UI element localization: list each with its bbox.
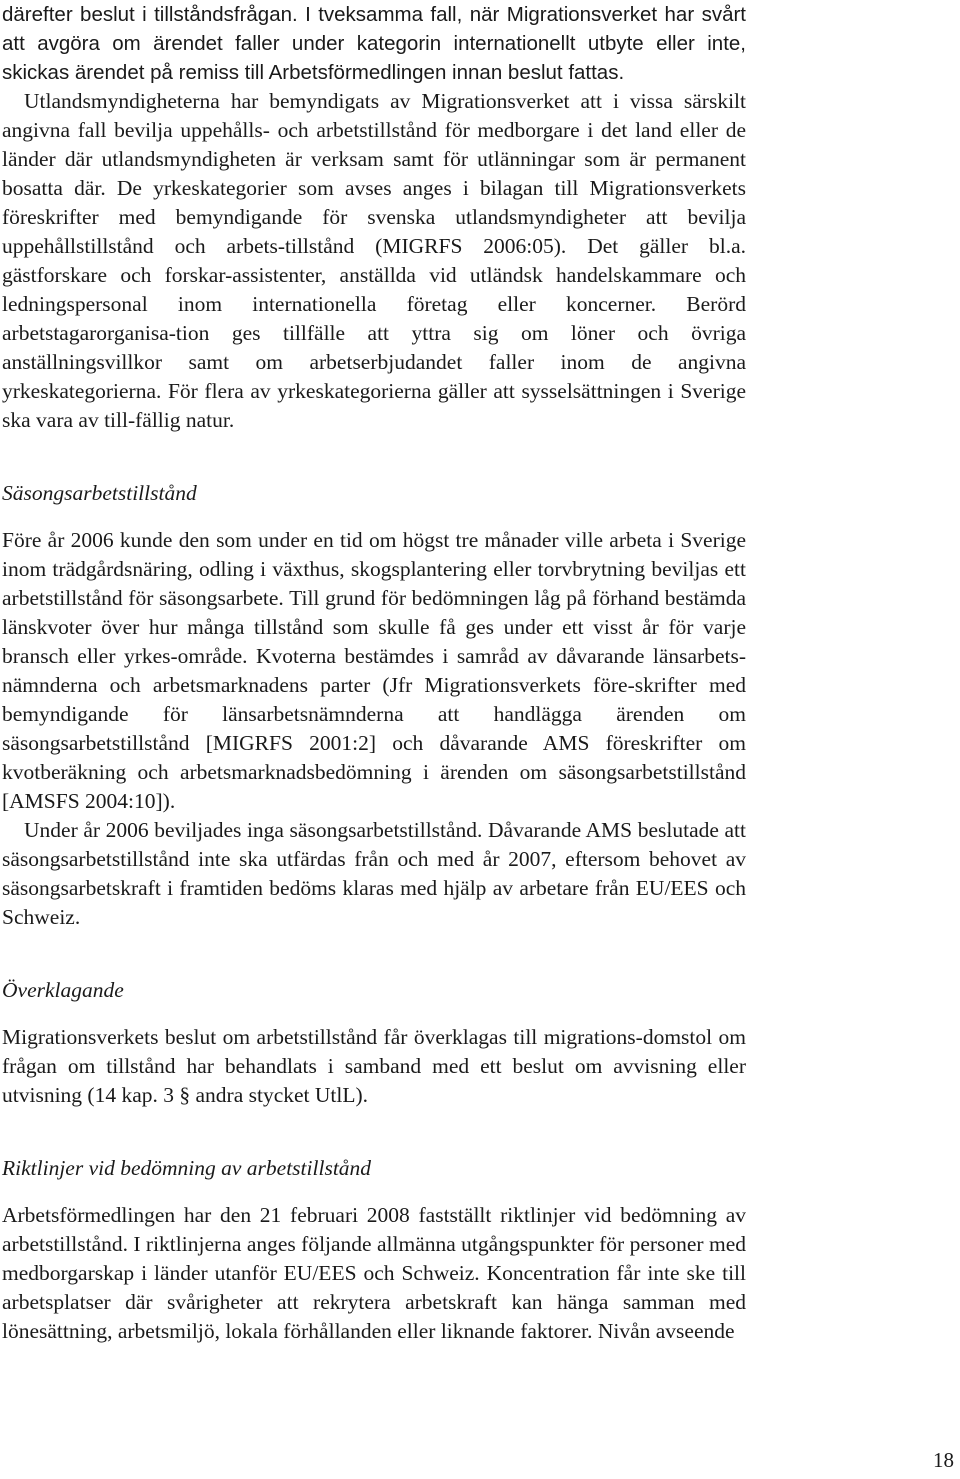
paragraph-continuation: därefter beslut i tillståndsfrågan. I tveksamma fall, när Migrationsverket har svårt att avgöra om ärendet faller under kategorin internationellt utbyte eller inte, skickas ärendet på remiss till Arbetsförmedlingen innan beslut fattas. <box>2 3 746 84</box>
section-heading-riktlinjer: Riktlinjer vid bedömning av arbetstillstånd <box>2 1156 372 1180</box>
section-heading-overklagande: Överklagande <box>2 978 124 1002</box>
spacer <box>2 435 746 479</box>
paragraph-arbetsformedlingen: Arbetsförmedlingen har den 21 februari 2008 fastställt riktlinjer vid bedömning av arbetstillstånd. I riktlinjerna anges följande allmänna utgångspunkter för personer med medborgarskap i länder utanför EU/EES och Schweiz. Koncentration får inte ske till arbetsplatser där svårigheter att rekrytera arbetskraft kan hänga samman med lönesättning, arbetsmiljö, lokala förhållanden eller liknande faktorer. Nivån avseende <box>2 1203 746 1343</box>
paragraph-under-ar-2006: Under år 2006 beviljades inga säsongsarbetstillstånd. Dåvarande AMS beslutade att säsongsarbetstillstånd inte ska utfärdas från och med år 2007, eftersom behovet av säsongsarbetskraft i framtiden bedöms klaras med hjälp av arbetare från EU/EES och Schweiz. <box>2 818 746 929</box>
spacer <box>2 932 746 976</box>
text-column <box>2 0 746 1346</box>
paragraph-overklagas: Migrationsverkets beslut om arbetstillstånd får överklagas till migrations-domstol om frågan om tillstånd har behandlats i samband med ett beslut om avvisning eller utvisning (14 kap. 3 § andra stycket UtlL). <box>2 1025 746 1107</box>
spacer <box>2 1110 746 1154</box>
page-number: 18 <box>933 1448 954 1472</box>
section-heading-sasongsarbetstillstand: Säsongsarbetstillstånd <box>2 481 197 505</box>
spacer <box>2 1005 746 1023</box>
spacer <box>2 1183 746 1201</box>
paragraph-fore-ar-2006: Före år 2006 kunde den som under en tid om högst tre månader ville arbeta i Sverige inom trädgårdsnäring, odling i växthus, skogsplantering eller torvbrytning beviljas ett arbetstillstånd för säsongsarbete. Till grund för bedömningen låg på förhand bestämda länskvoter över hur många tillstånd som skulle få ges under ett visst år för varje bransch eller yrkes-område. Kvoterna bestämdes i samråd av dåvarande länsarbets-nämnderna och arbetsmarknadens parter (Jfr Migrationsverkets före-skrifter med bemyndigande för länsarbetsnämnderna att handlägga ärenden om säsongsarbetstillstånd [MIGRFS 2001:2] och dåvarande AMS föreskrifter om kvotberäkning och arbetsmarknadsbedömning i ärenden om säsongsarbetstillstånd [AMSFS 2004:10]). <box>2 528 746 813</box>
spacer <box>2 508 746 526</box>
paragraph-utlandsmyndigheterna: Utlandsmyndigheterna har bemyndigats av Migrationsverket att i vissa särskilt angivna fall bevilja uppehålls- och arbetstillstånd för medborgare i det land eller de länder där utlandsmyndigheten är verksam samt för utlänningar som är permanent bosatta där. De yrkeskategorier som avses anges i bilagan till Migrationsverkets föreskrifter med bemyndigande för svenska utlandsmyndigheter att bevilja uppehållstillstånd och arbets-tillstånd (MIGRFS 2006:05). Det gäller bl.a. gästforskare och forskar-assistenter, anställda vid utländsk handelskammare och ledningspersonal inom internationella företag eller koncerner. Berörd arbetstagarorganisa-tion ges tillfälle att yttra sig om löner och övriga anställningsvillkor samt om arbetserbjudandet faller inom de angivna yrkeskategorierna. För flera av yrkeskategorierna gäller att sysselsättningen i Sverige ska vara av till-fällig natur. <box>2 89 746 432</box>
